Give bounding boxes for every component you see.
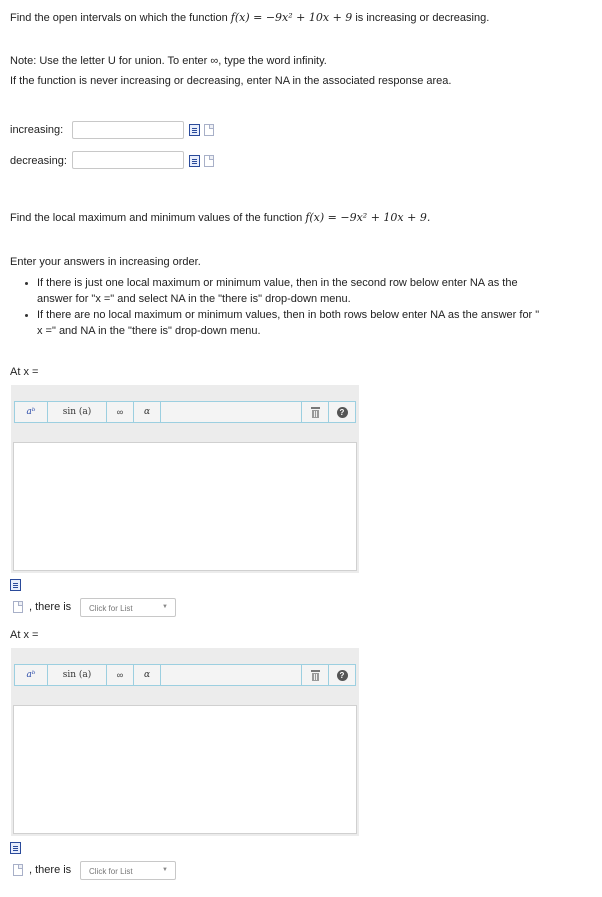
- hint-doc-icon[interactable]: [13, 601, 23, 613]
- hint-doc-icon[interactable]: [204, 124, 214, 136]
- q2-bullet2-line1: If there are no local maximum or minimum values, then in both rows below enter NA as the answer for ": [37, 309, 540, 321]
- at-x-label-1: At x =: [10, 366, 39, 378]
- power-button[interactable]: [15, 402, 48, 422]
- math-toolbar-1: [14, 401, 356, 423]
- sin-button[interactable]: [48, 665, 107, 685]
- there-is-dropdown-2[interactable]: [80, 861, 176, 880]
- power-button[interactable]: [15, 665, 48, 685]
- q1-note-2: If the function is never increasing or decreasing, enter NA in the associated response area.: [10, 75, 452, 87]
- bullet-dot: [25, 314, 28, 317]
- chevron-down-icon: ▼: [162, 604, 168, 610]
- sin-button-label: sin (a): [62, 407, 92, 417]
- there-is-label-1: , there is: [29, 601, 72, 613]
- q1-prompt-tail: is increasing or decreasing.: [355, 12, 490, 24]
- trash-button[interactable]: [302, 402, 329, 422]
- increasing-label: increasing:: [10, 124, 64, 136]
- q1-note-1: Note: Use the letter U for union. To enter ∞, type the word infinity.: [10, 55, 327, 67]
- toolbar-spacer: [161, 402, 302, 422]
- bullet-dot: [25, 282, 28, 285]
- trash-icon: [311, 407, 320, 418]
- math-toolbar-2: [14, 664, 356, 686]
- help-button[interactable]: [329, 665, 355, 685]
- infinity-button-label: ∞: [116, 407, 124, 417]
- q2-bullet2-line2: x =" and NA in the "there is" drop-down menu.: [37, 325, 261, 337]
- q2-function: f(x) = −9x² + 10x + 9.: [305, 211, 431, 224]
- q2-prompt: [10, 211, 430, 224]
- q1-prompt-text: Find the open intervals on which the function: [10, 12, 228, 24]
- math-input-area-2[interactable]: [13, 705, 357, 834]
- decreasing-label: decreasing:: [10, 155, 67, 167]
- math-input-area-1[interactable]: [13, 442, 357, 571]
- q2-prompt-text: Find the local maximum and minimum values of the function: [10, 212, 303, 224]
- sin-button[interactable]: [48, 402, 107, 422]
- power-button-label: aᵇ: [26, 670, 36, 680]
- q2-bullet1-line2: answer for "x =" and select NA in the "there is" drop-down menu.: [37, 293, 351, 305]
- q2-bullet1-line1: If there is just one local maximum or minimum value, then in the second row below enter NA as the: [37, 277, 518, 289]
- there-is-dropdown-1[interactable]: [80, 598, 176, 617]
- infinity-button-label: ∞: [116, 670, 124, 680]
- q2-instruction: Enter your answers in increasing order.: [10, 256, 201, 268]
- sin-button-label: sin (a): [62, 670, 92, 680]
- increasing-input[interactable]: [72, 121, 184, 139]
- dropdown-value: Click for List: [89, 867, 133, 876]
- q1-function: f(x) = −9x² + 10x + 9: [230, 11, 353, 24]
- at-x-label-2: At x =: [10, 629, 39, 641]
- equation-editor-icon[interactable]: [10, 579, 21, 591]
- infinity-button[interactable]: [107, 402, 134, 422]
- there-is-label-2: , there is: [29, 864, 72, 876]
- power-button-label: aᵇ: [26, 407, 36, 417]
- help-button[interactable]: [329, 402, 355, 422]
- equation-editor-icon[interactable]: [10, 842, 21, 854]
- help-icon: ?: [337, 670, 348, 681]
- toolbar-spacer: [161, 665, 302, 685]
- infinity-button[interactable]: [107, 665, 134, 685]
- help-icon: ?: [337, 407, 348, 418]
- dropdown-value: Click for List: [89, 604, 133, 613]
- equation-editor-icon[interactable]: [189, 124, 200, 136]
- alpha-button-label: α: [143, 670, 151, 680]
- q1-prompt: [10, 11, 489, 24]
- alpha-button-label: α: [143, 407, 151, 417]
- hint-doc-icon[interactable]: [13, 864, 23, 876]
- chevron-down-icon: ▼: [162, 867, 168, 873]
- alpha-button[interactable]: [134, 665, 161, 685]
- hint-doc-icon[interactable]: [204, 155, 214, 167]
- equation-editor-icon[interactable]: [189, 155, 200, 167]
- alpha-button[interactable]: [134, 402, 161, 422]
- trash-button[interactable]: [302, 665, 329, 685]
- decreasing-input[interactable]: [72, 151, 184, 169]
- trash-icon: [311, 670, 320, 681]
